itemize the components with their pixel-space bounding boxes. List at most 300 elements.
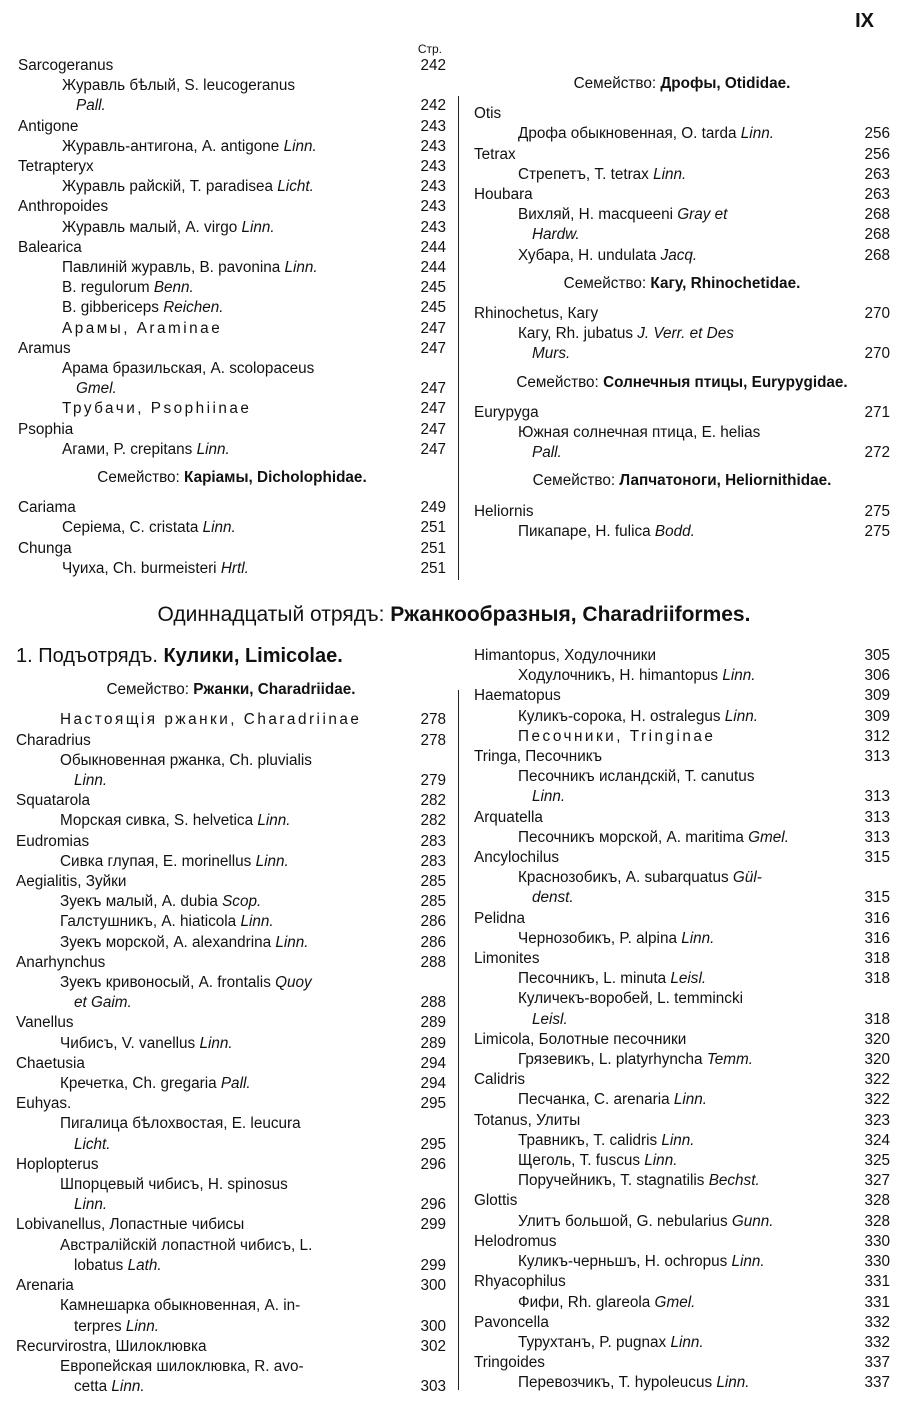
entry-text [16,1317,410,1337]
entry-name: Glottis [474,1192,518,1210]
family-heading [474,365,890,403]
page-ref: 330 [864,1253,890,1271]
entry-text [474,423,854,443]
author-name: Hrtl. [220,559,249,577]
species-entry [16,1357,446,1377]
page-ref: 300 [420,1277,446,1295]
entry-text [16,710,410,730]
entry-name: Кречетка, Ch. gregaria [60,1075,221,1093]
species-entry [18,379,446,399]
entry-name: Зуекъ кривоносый, A. frontalis [60,974,276,992]
entry-name: Настоящія ржанки, Charadriinae [60,711,362,729]
entry-text [16,791,410,811]
entry-text [474,403,854,423]
page-ref: 285 [420,893,446,911]
species-entry [474,1373,890,1393]
entry-text [18,440,410,460]
page-ref: 320 [864,1051,890,1069]
author-name: Linn. [275,933,309,951]
page-ref: 332 [864,1313,890,1331]
genus-entry [474,747,890,767]
author-name: Licht. [74,1135,111,1153]
page-ref: 302 [420,1337,446,1355]
entry-text [474,989,854,1009]
genus-entry [474,185,890,205]
page-ref: 309 [864,687,890,705]
author-name: Bechst. [708,1172,760,1190]
genus-entry [474,1313,890,1333]
entry-name: Antigone [18,117,79,135]
entry-name: Арама бразильская, A. scolopaceus [62,360,315,378]
species-entry [474,707,890,727]
entry-text [474,868,854,888]
species-entry [474,1212,890,1232]
genus-entry [474,686,890,706]
entry-name: B. gibbericeps [62,299,164,317]
species-entry [16,892,446,912]
species-entry [474,828,890,848]
genus-entry [474,949,890,969]
entry-name: Pavoncella [474,1313,549,1331]
author-name: Linn. [532,788,566,806]
page-ref: 323 [864,1111,890,1129]
entry-text [474,1333,854,1353]
genus-entry [18,339,446,359]
entry-text [18,539,410,559]
entry-name: Charadrius [16,731,91,749]
entry-text [18,157,410,177]
entry-text [18,258,410,278]
family-name: Кагу, Rhinochetidae. [650,274,801,292]
genus-entry [16,953,446,973]
page-ref: 243 [420,117,446,135]
author-name: Licht. [277,178,314,196]
entry-name: Грязевикъ, L. platyrhyncha [518,1051,707,1069]
family-name: Дрофы, Otididae. [660,75,791,92]
entry-text [474,949,854,969]
family-name: Ржанки, Charadriidae. [193,681,356,699]
entry-text [474,1272,854,1292]
species-entry [16,1256,446,1276]
author-name: et Gaim. [74,994,132,1012]
species-entry [474,1252,890,1272]
entry-name: Arquatella [474,808,543,826]
page-ref: 299 [420,1256,446,1274]
entry-name: Обыкновенная ржанка, Ch. pluvialis [60,751,312,769]
author-name: Linn. [673,1091,708,1109]
species-entry [474,1171,890,1191]
entry-text [18,177,410,197]
entry-text [474,124,854,144]
entry-text [18,218,410,238]
page-ref: 296 [420,1196,446,1214]
genus-entry [474,1232,890,1252]
entry-text [18,137,410,157]
page-ref: 249 [420,499,446,517]
page-ref: 272 [864,444,890,462]
entry-name: Зуекъ морской, A. alexandrina [60,933,276,951]
species-entry [18,440,446,460]
author-name: Linn. [724,707,758,725]
species-entry [474,324,890,344]
entry-name: Журавль райскій, T. paradisea [62,178,278,196]
entry-text [18,298,410,318]
entry-text [18,498,410,518]
genus-entry [474,1111,890,1131]
entry-text [474,1313,854,1333]
author-name: Linn. [240,913,274,931]
entry-text [18,96,410,116]
page-ref: 278 [420,711,446,729]
page-ref: 243 [420,158,446,176]
species-entry [16,1175,446,1195]
page-ref: 295 [420,1135,446,1153]
entry-name: Камнешарка обыкновенная, A. in- [60,1297,301,1315]
entry-text [474,1373,854,1393]
entry-name: Tringa, Песочникъ [474,748,602,766]
page-ref: 251 [420,559,446,577]
page-ref: 275 [864,502,890,520]
entry-text [474,1293,854,1313]
page-ref: 289 [420,1034,446,1052]
column-divider [458,690,459,1390]
page-ref: 247 [420,319,446,337]
author-name: Benn. [153,279,194,297]
species-entry [474,1050,890,1070]
entry-text [474,909,854,929]
page-ref: 318 [864,950,890,968]
author-name: Linn. [681,929,715,947]
page-ref: 242 [420,57,446,74]
species-entry [16,771,446,791]
entry-text [474,686,854,706]
order-heading [0,603,908,627]
entry-text [16,771,410,791]
entry-name: Чуиха, Ch. burmeisteri [62,559,221,577]
page-ref: 286 [420,933,446,951]
genus-entry [474,145,890,165]
author-name: Temm. [706,1051,753,1069]
genus-entry [16,1013,446,1033]
entry-name: Aramus [18,339,71,357]
entry-name: Tetrax [474,145,516,163]
species-entry [16,1135,446,1155]
species-entry [474,787,890,807]
genus-entry [474,403,890,423]
species-entry [18,96,446,116]
entry-name: B. regulorum [62,279,154,297]
species-entry [16,1236,446,1256]
species-entry [474,1090,890,1110]
species-entry [474,1151,890,1171]
entry-name: Морская сивка, S. helvetica [60,812,258,830]
author-name: Linn. [283,137,317,155]
species-entry [474,989,890,1009]
author-name: J. Verr. et Des [637,325,734,343]
entry-text [16,751,410,771]
author-name: Linn. [284,259,318,277]
genus-entry [474,848,890,868]
author-name: Leisl. [532,1010,568,1028]
entry-name: Arenaria [16,1277,74,1295]
entry-name: Трубачи, Psophiinae [62,400,252,418]
page-ref: 313 [864,788,890,806]
entry-text [474,522,854,542]
author-name: Linn. [74,772,108,790]
entry-name: Limicola, Болотные песочники [474,1030,687,1048]
entry-name: Кагу, Rh. jubatus [518,325,638,343]
family-label: Семейство: [97,469,185,487]
entry-name: Psophia [18,420,74,438]
entry-text [16,933,410,953]
genus-entry [16,731,446,751]
entry-name: Щеголь, T. fuscus [518,1152,645,1170]
species-entry [474,1131,890,1151]
entry-name: Eudromias [16,832,90,850]
entry-text [474,666,854,686]
entry-text [474,747,854,767]
page-ref: 337 [864,1374,890,1392]
author-name: Linn. [199,1034,233,1052]
page-ref: 242 [420,97,446,115]
species-entry [474,1010,890,1030]
entry-text [16,1337,410,1357]
entry-text [474,707,854,727]
page-ref: 330 [864,1232,890,1250]
order-title-bold: Ржанкообразныя, Charadriiformes. [390,603,751,626]
species-entry [474,443,890,463]
entry-text [474,929,854,949]
entry-name: Haematopus [474,687,561,705]
species-entry [474,522,890,542]
entry-name: Песчанка, C. arenaria [518,1091,674,1109]
entry-text [16,1175,410,1195]
genus-entry [474,646,890,666]
entry-text [474,1353,854,1373]
genus-entry [474,808,890,828]
entry-text [18,319,410,339]
entry-text [474,165,854,185]
order-title: Одиннадцатый отрядъ: [157,603,391,626]
page-ref: 337 [864,1354,890,1372]
entry-name: Серіема, C. cristata [62,519,203,537]
entry-name: Стрепетъ, T. tetrax [518,165,654,183]
entry-name: Aegialitis, Зуйки [16,873,127,891]
entry-name: Краснозобикъ, A. subarquatus [518,869,733,887]
genus-entry [16,1276,446,1296]
page-ref: 278 [420,731,446,749]
entry-text [474,246,854,266]
page-ref: 282 [420,792,446,810]
entry-name: Tetrapteryx [18,158,94,176]
entry-name: Травникъ, T. calidris [518,1131,662,1149]
entry-text [18,399,410,419]
page-ref: 263 [864,165,890,183]
species-entry [474,205,890,225]
author-name: Linn. [241,218,275,236]
entry-name: Журавль-антигона, A. antigone [62,137,284,155]
entry-text [474,104,854,124]
page-ref: 289 [420,1014,446,1032]
species-entry [16,1034,446,1054]
species-entry [16,912,446,932]
author-name: Linn. [740,125,774,143]
page-ref: 296 [420,1155,446,1173]
species-entry [474,969,890,989]
author-name: Hardw. [532,226,580,244]
entry-name: Himantopus, Ходулочники [474,647,657,664]
entry-name: Журавль малый, A. virgo [62,218,242,236]
entry-text [474,1030,854,1050]
author-name: Reichen. [163,299,224,317]
entry-name: Дрофа обыкновенная, O. tarda [518,125,741,143]
entry-text [18,238,410,258]
species-entry [16,1074,446,1094]
entry-text [16,1276,410,1296]
author-name: Linn. [257,812,291,830]
entry-text [474,848,854,868]
author-name: Scop. [222,893,262,911]
author-name: Gmel. [76,380,117,398]
family-heading [18,460,446,498]
species-entry [474,1293,890,1313]
genus-entry [474,104,890,124]
species-entry [18,218,446,238]
entry-name: Helodromus [474,1232,557,1250]
author-name: Linn. [255,852,289,870]
entry-name: Чернозобикъ, P. alpina [518,929,682,947]
entry-name: Куликъ-черньшъ, H. ochropus [518,1253,732,1271]
entry-text [16,973,410,993]
page-ref: 243 [420,198,446,216]
entry-text [18,56,410,76]
entry-name: Cariama [18,499,76,517]
genus-entry [16,1337,446,1357]
entry-text [16,1135,410,1155]
page-column-header: Стр. [417,42,442,56]
page-ref: 328 [864,1192,890,1210]
genus-entry [474,1272,890,1292]
species-entry [16,811,446,831]
author-name: Pall. [76,97,106,115]
entry-name: Recurvirostra, Шилоклювка [16,1337,207,1355]
entry-name: Поручейникъ, T. stagnatilis [518,1172,709,1190]
species-entry [474,423,890,443]
family-heading [474,66,890,104]
species-entry [18,319,446,339]
species-entry [18,278,446,298]
entry-text [16,1034,410,1054]
page-ref: 268 [864,206,890,224]
page-ref: 322 [864,1091,890,1109]
page-ref: 251 [420,519,446,537]
genus-entry [474,1030,890,1050]
entry-text [474,304,854,324]
page-ref: 312 [864,727,890,745]
entry-text [16,1377,410,1397]
entry-text [474,1131,854,1151]
species-entry [18,258,446,278]
page-ref: 288 [420,953,446,971]
genus-entry [18,238,446,258]
entry-text [16,1155,410,1175]
author-name: Gray et [677,206,728,224]
entry-text [474,969,854,989]
species-entry [16,751,446,771]
page-ref: 315 [864,849,890,867]
page-ref: 286 [420,913,446,931]
page-ref: 263 [864,186,890,204]
entry-text [16,1195,410,1215]
suborder-title: 1. Подъотрядъ. [16,645,164,667]
page-ref: 268 [864,246,890,264]
author-name: Linn. [125,1317,160,1335]
page-ref: 243 [420,178,446,196]
page-ref: 309 [864,707,890,725]
species-entry [16,710,446,730]
genus-entry [18,56,446,76]
entry-name: Sarcogeranus [18,57,114,74]
entry-text [16,811,410,831]
author-name: Quoy [275,974,312,992]
species-entry [16,1114,446,1134]
page-ref: 318 [864,970,890,988]
entry-text [16,832,410,852]
entry-name: Pelidna [474,909,526,927]
entry-text [474,1070,854,1090]
genus-entry [16,1054,446,1074]
page-ref: 288 [420,994,446,1012]
entry-text [474,145,854,165]
column-divider [458,96,459,580]
entry-text [474,502,854,522]
entry-name: Heliornis [474,502,534,520]
page-ref: 279 [420,772,446,790]
page-ref: 306 [864,667,890,685]
page-ref: 247 [420,440,446,458]
author-name: Linn. [731,1253,765,1271]
entry-text [474,1090,854,1110]
entry-text [474,646,854,666]
species-entry [16,1296,446,1316]
author-name: Bodd. [654,522,695,540]
page-number: IX [855,10,874,32]
index-column-3 [16,646,446,1397]
author-name: Gmel. [654,1293,696,1311]
entry-name: Австралійскій лопастной чибисъ, L. [60,1236,313,1254]
entry-text [474,787,854,807]
page-ref: 294 [420,1054,446,1072]
entry-text [474,1191,854,1211]
page-ref: 283 [420,832,446,850]
entry-name: Чибисъ, V. vanellus [60,1034,200,1052]
entry-text [18,339,410,359]
entry-name: Южная солнечная птица, E. helias [518,424,761,442]
species-entry [474,165,890,185]
entry-name: Houbara [474,186,533,204]
family-name: Лапчатоноги, Heliornithidae. [619,472,832,490]
genus-entry [474,1070,890,1090]
entry-text [18,278,410,298]
author-name: Murs. [532,345,571,363]
entry-text [16,1357,410,1377]
entry-text [18,197,410,217]
entry-text [16,731,410,751]
author-name: Lath. [127,1256,162,1274]
index-column-1 [18,42,446,579]
entry-text [16,1074,410,1094]
page-ref: 331 [864,1273,890,1291]
